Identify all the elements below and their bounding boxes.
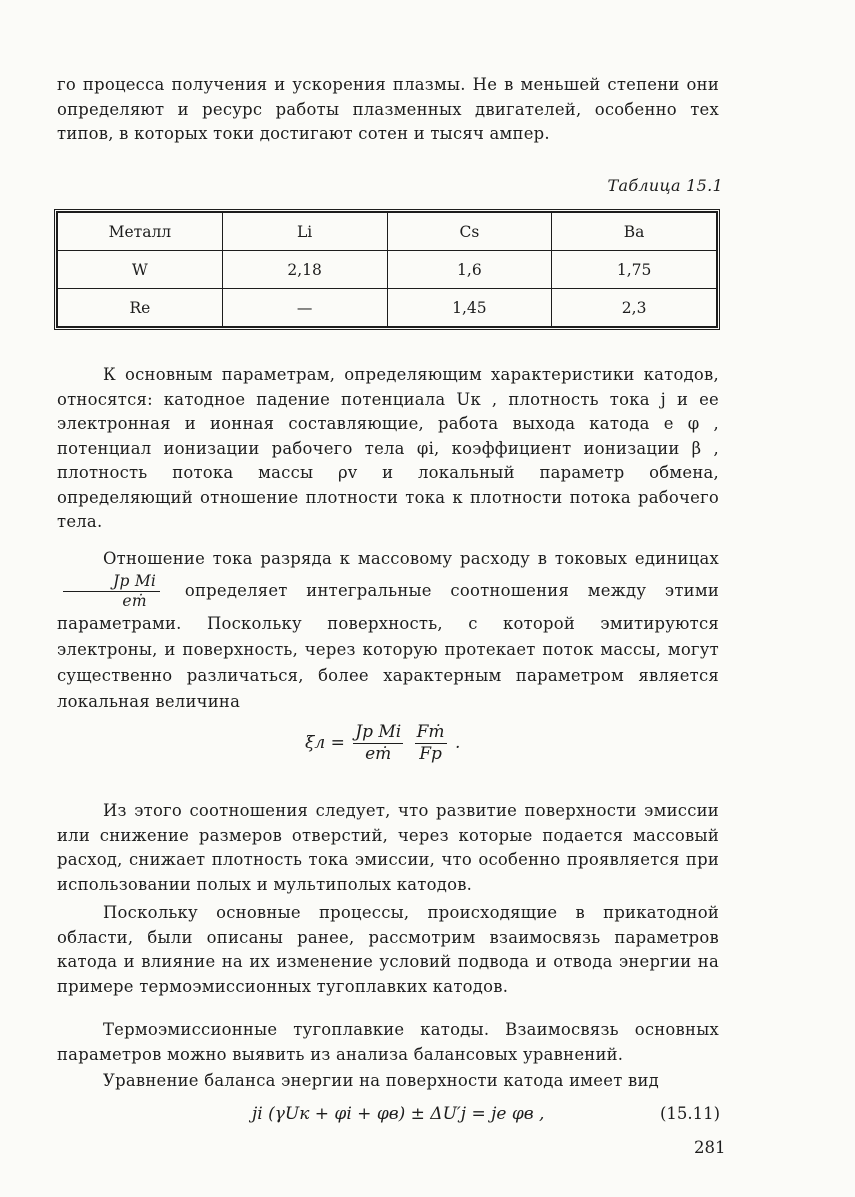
table-cell: Re (58, 289, 223, 327)
ratio-fraction (63, 572, 160, 611)
fraction-numerator: Jp Mi (355, 722, 402, 742)
paragraph-cathode-parameters: К основным параметрам, определяющим характеристики катодов, относятся: катодное падение потенциала Uк , плотность тока j и ее электронная и ионная составляющие, работа выхода катода e φ , потенциал ионизации рабочего тела φi, коэффициент ионизации β , плотность потока массы ρv и локальный параметр обмена, определяющий отношение плотности тока к плотности потока рабочего тела. (57, 365, 719, 531)
table-15-1 (54, 209, 720, 330)
table-caption: Таблица 15.1 (607, 176, 723, 195)
table-cell: 2,3 (552, 289, 717, 327)
table-cell: 1,45 (387, 289, 552, 327)
table-header-row (58, 213, 717, 251)
formula-lhs: ξл = (305, 733, 345, 753)
page-number: 281 (694, 1138, 726, 1157)
formula-end: . (454, 733, 461, 753)
table-header-cell: Металл (58, 213, 223, 251)
paragraph-text: определяет интегральные соотношения между этими параметрами. Поскольку поверхность, с которой эмитируются электроны, и поверхность, через которую протекает поток массы, могут существенно различаться, более характерным параметром является локальная величина (57, 581, 720, 711)
table-header-cell: Cs (387, 213, 552, 251)
table-cell: 2,18 (222, 251, 387, 289)
fraction-denominator: eṁ (365, 744, 392, 764)
formula-fraction (415, 722, 447, 765)
fraction-denominator: eṁ (122, 592, 147, 610)
table-cell: 1,75 (552, 251, 717, 289)
table-header-cell: Li (222, 213, 387, 251)
fraction-numerator: Fṁ (416, 722, 445, 742)
equation-number: (15.11) (660, 1104, 721, 1123)
table-header-cell: Ba (552, 213, 717, 251)
paragraph-processes: Поскольку основные процессы, происходящие в прикатодной области, были описаны ранее, рассмотрим взаимосвязь параметров катода и влияние на их изменение условий подвода и отвода энергии на примере термоэмиссионных тугоплавких катодов. (57, 903, 719, 996)
paragraph-thermoemission: Термоэмиссионные тугоплавкие катоды. Взаимосвязь основных параметров можно выявить из анализа балансовых уравнений. (57, 1020, 719, 1064)
formula-fraction (353, 722, 403, 765)
fraction-numerator: Jp Mi (63, 572, 160, 592)
table-cell: — (222, 289, 387, 327)
paragraph-intro: го процесса получения и ускорения плазмы. Не в меньшей степени они определяют и ресурс работы плазменных двигателей, особенно тех типов, в которых токи достигают сотен и тысяч ампер. (57, 75, 719, 143)
formula-xi (305, 722, 460, 765)
fraction-denominator: Fp (419, 744, 442, 764)
table-row (58, 251, 717, 289)
table-cell: 1,6 (387, 251, 552, 289)
paragraph-text: Отношение тока разряда к массовому расходу в токовых единицах (103, 549, 719, 568)
table-cell: W (58, 251, 223, 289)
formula-energy-balance: ji (γUк + φi + φв) ± ΔU′j = je φв , (252, 1104, 545, 1124)
table-row (58, 289, 717, 327)
paragraph-current-ratio (57, 546, 719, 715)
paragraph-surface-development: Из этого соотношения следует, что развитие поверхности эмиссии или снижение размеров отверстий, через которые подается массовый расход, снижает плотность тока эмиссии, что особенно проявляется при использовании полых и мультиполых катодов. (57, 801, 719, 894)
paragraph-energy-balance: Уравнение баланса энергии на поверхности катода имеет вид (103, 1071, 659, 1090)
